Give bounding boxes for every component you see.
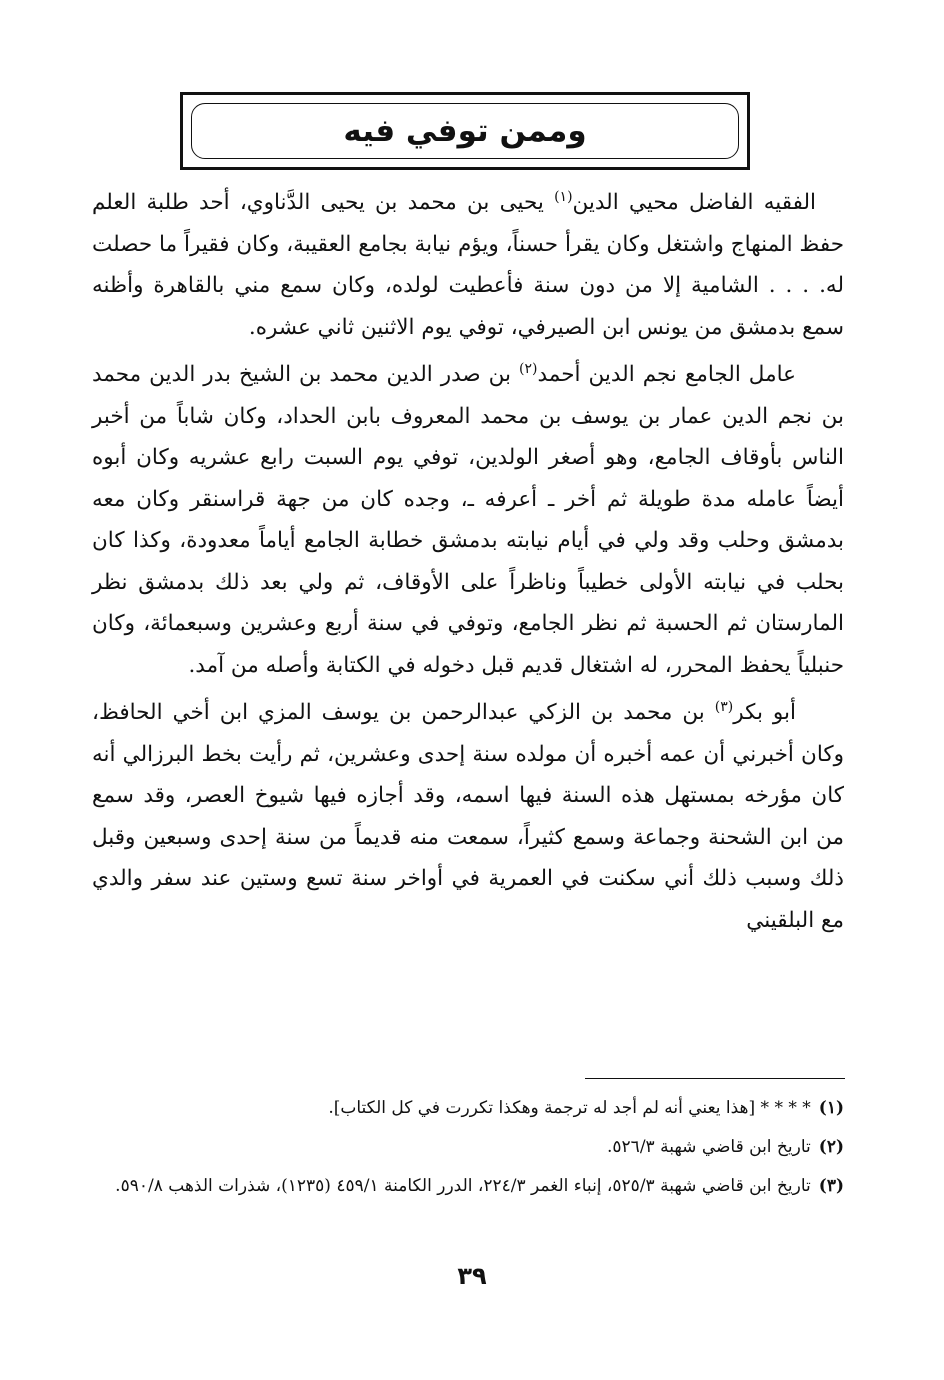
footnote-ref-1: (١) <box>554 188 573 205</box>
footnote-divider <box>585 1078 845 1079</box>
footnote-text: * * * * [هذا يعني أنه لم أجد له ترجمة وهكذا تكررت في كل الكتاب]. <box>328 1098 811 1118</box>
footnote-ref-2: (٢) <box>519 360 538 377</box>
footnote-2 <box>92 1132 844 1162</box>
footnotes <box>92 1093 844 1210</box>
paragraph-3-lead: أبو بكر <box>733 700 796 725</box>
page-number: ٣٩ <box>457 1262 487 1290</box>
footnote-text: تاريخ ابن قاضي شهبة ٥٢٦/٣. <box>607 1137 811 1157</box>
paragraph-1-lead: الفقيه الفاضل محيي الدين <box>572 190 816 215</box>
section-title: وممن توفي فيه <box>343 113 587 149</box>
footnote-ref-3: (٣) <box>714 698 734 715</box>
main-text <box>92 182 844 947</box>
paragraph-2-lead: عامل الجامع نجم الدين أحمد <box>537 362 796 387</box>
footnote-number: (٣) <box>818 1176 844 1196</box>
footnote-number: (٢) <box>818 1137 844 1157</box>
footnote-number: (١) <box>818 1098 844 1118</box>
paragraph-2-text: بن صدر الدين محمد بن الشيخ بدر الدين محمد بن نجم الدين عمار بن يوسف بن محمد المعروف بابن الحداد، وكان شاباً من أخبر الناس بأوقاف الجامع، وهو أصغر الولدين، توفي يوم السبت رابع عشريه وكان أبوه أيضاً عامله مدة طويلة ثم أخر ـ أعرفه ـ، وجده كان من جهة قراسنقر وكان معه بدمشق وحلب وقد ولي في أيام نيابته بدمشق خطابة الجامع أياماً معدودة، وكذا كان بحلب في نيابته الأولى خطيباً وناظراً على الأوقاف، ثم ولي بعد ذلك بدمشق نظر المارستان ثم الحسبة ثم نظر الجامع، وتوفي في سنة أربع وعشرين وسبعمائة، وكان حنبلياً يحفظ المحرر، له اشتغال قديم قبل دخوله في الكتابة وأصله من آمد. <box>92 362 844 678</box>
footnote-3 <box>92 1171 844 1201</box>
footnote-text: تاريخ ابن قاضي شهبة ٥٢٥/٣، إنباء الغمر ٢٢٤/٣، الدرر الكامنة ٤٥٩/١ (١٢٣٥)، شذرات الذهب ٥٩٠/٨. <box>115 1176 811 1196</box>
section-header-frame <box>180 92 750 170</box>
paragraph-2 <box>92 354 844 686</box>
paragraph-1-text: يحيى بن محمد بن يحيى الدَّناوي، أحد طلبة العلم حفظ المنهاج واشتغل وكان يقرأ حسناً، ويؤم نيابة بجامع العقيبة، وكان فقيراً ما حصلت له. . . . الشامية إلا من دون سنة فأعطيت لولده، وكان سمع مني بالقاهرة وأظنه سمع بدمشق من يونس ابن الصيرفي، توفي يوم الاثنين ثاني عشره. <box>92 190 844 340</box>
paragraph-3-text: بن محمد بن الزكي عبدالرحمن بن يوسف المزي ابن أخي الحافظ، وكان أخبرني أن عمه أخبره أن مولده سنة إحدى وعشرين، ثم رأيت بخط البرزالي أنه كان مؤرخه بمستهل هذه السنة فيها اسمه، وقد أجازه فيها شيوخ العصر، وقد سمع من ابن الشحنة وجماعة وسمع كثيراً، سمعت منه قديماً من سنة إحدى وسبعين وقبل ذلك وسبب ذلك أني سكنت في العمرية في أواخر سنة تسع وستين عند سفر والدي مع البلقيني <box>92 700 844 933</box>
paragraph-1 <box>92 182 844 348</box>
section-header-inner-border <box>191 103 739 159</box>
paragraph-3 <box>92 692 844 941</box>
footnote-1 <box>92 1093 844 1123</box>
